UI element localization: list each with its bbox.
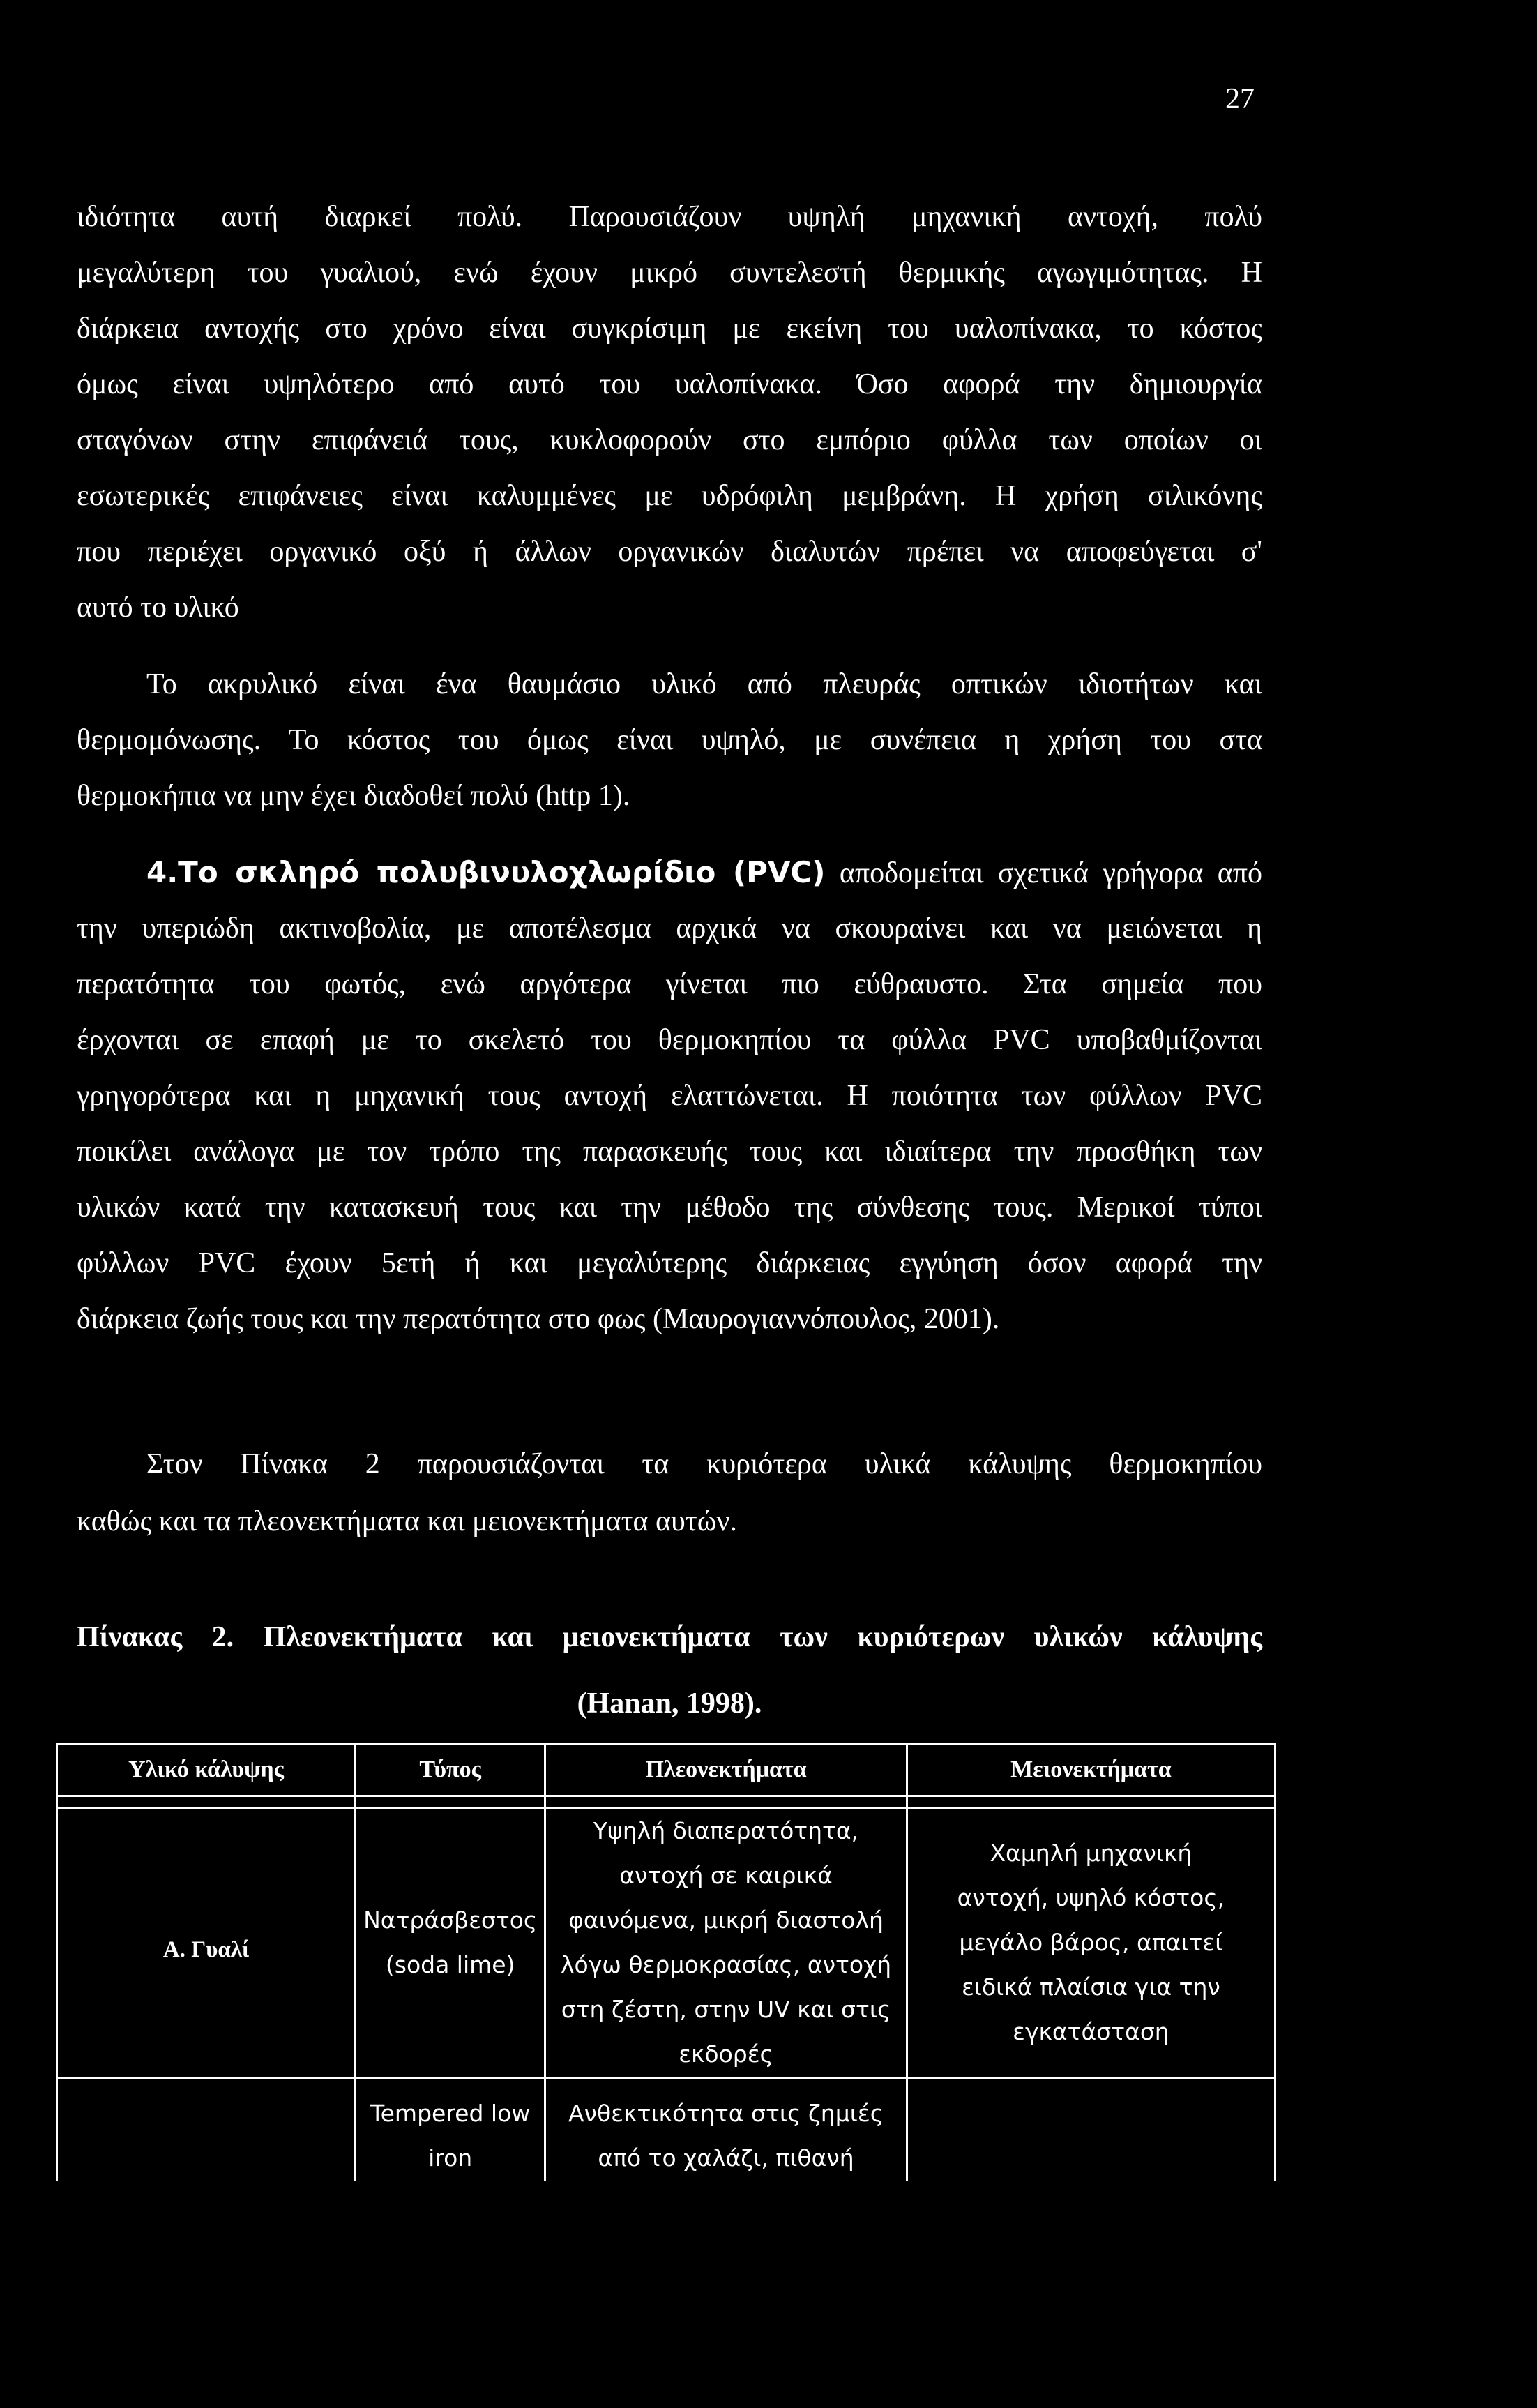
paragraph-3-line: την υπεριώδη ακτινοβολία, με αποτέλεσμα αρχικά να σκουραίνει και να μειώνεται η: [77, 912, 1262, 945]
type-cell: [356, 2078, 545, 2181]
advantages-cell: [545, 2078, 907, 2181]
type-line: iron: [428, 2144, 473, 2172]
advantages-line: στη ζέστη, στην UV και στις: [561, 1996, 891, 2023]
paragraph-4-line: Στον Πίνακα 2 παρουσιάζονται τα κυριότερα υλικά κάλυψης θερμοκηπίου: [146, 1448, 1262, 1480]
paragraph-1-line: που περιέχει οργανικό οξύ ή άλλων οργανικών διαλυτών πρέπει να αποφεύγεται σ': [77, 536, 1262, 568]
paragraph-1-line: διάρκεια αντοχής στο χρόνο είναι συγκρίσιμη με εκείνη του υαλοπίνακα, το κόστος: [77, 313, 1262, 345]
type-line: Tempered low: [370, 2100, 531, 2127]
header-type: Τύπος: [356, 1744, 545, 1796]
table-caption: Πίνακας 2. Πλεονεκτήματα και μειονεκτήματα των κυριότερων υλικών κάλυψης: [77, 1621, 1262, 1653]
disadvantages-line: ειδικά πλαίσια για την: [961, 1973, 1220, 2001]
table-caption-source: (Hanan, 1998).: [577, 1687, 762, 1720]
advantages-line: λόγω θερμοκρασίας, αντοχή: [560, 1951, 892, 1978]
paragraph-2-line: θερμοκήπια να μην έχει διαδοθεί πολύ (http 1).: [77, 780, 630, 812]
paragraph-1-line: μεγαλύτερη του γυαλιού, ενώ έχουν μικρό συντελεστή θερμικής αγωγιμότητας. Η: [77, 257, 1262, 289]
advantages-line: αντοχή σε καιρικά: [619, 1862, 833, 1889]
advantages-line: εκδορές: [679, 2040, 773, 2068]
advantages-line: Ανθεκτικότητα στις ζημιές: [568, 2100, 884, 2127]
disadvantages-line: αντοχή, υψηλό κόστος,: [957, 1884, 1225, 1911]
table-header-row: [57, 1744, 1275, 1796]
type-line: Νατράσβεστος: [363, 1906, 538, 1934]
header-disadvantages: Μειονεκτήματα: [907, 1744, 1275, 1796]
disadvantages-line: μεγάλο βάρος, απαιτεί: [959, 1929, 1223, 1956]
advantages-line: φαινόμενα, μικρή διαστολή: [568, 1906, 884, 1934]
disadvantages-line: Χαμηλή μηχανική: [990, 1839, 1192, 1867]
material-empty: [57, 2078, 356, 2181]
disadvantages-line: εγκατάσταση: [1013, 2018, 1169, 2045]
table-row: [57, 1808, 1275, 2078]
paragraph-3-line: ποικίλει ανάλογα με τον τρόπο της παρασκευής τους και ιδιαίτερα την προσθήκη των: [77, 1136, 1262, 1168]
material-glass: Α. Γυαλί: [57, 1808, 356, 2078]
paragraph-3-line: περατότητα του φωτός, ενώ αργότερα γίνεται πιο εύθραυστο. Στα σημεία που: [77, 968, 1262, 1000]
paragraph-1-line: σταγόνων στην επιφάνειά τους, κυκλοφορούν στο εμπόριο φύλλα των οποίων οι: [77, 424, 1262, 456]
paragraph-2-line: Το ακρυλικό είναι ένα θαυμάσιο υλικό από πλευράς οπτικών ιδιοτήτων και: [146, 668, 1262, 700]
paragraph-3-line: φύλλων PVC έχουν 5ετή ή και μεγαλύτερης διάρκειας εγγύηση όσον αφορά την: [77, 1247, 1262, 1279]
advantages-line: από το χαλάζι, πιθανή: [598, 2144, 854, 2172]
table-row: [57, 2078, 1275, 2181]
paragraph-3-line: έρχονται σε επαφή με το σκελετό του θερμοκηπίου τα φύλλα PVC υποβαθμίζονται: [77, 1024, 1262, 1056]
materials-table: [56, 1743, 1276, 2181]
header-separator: [57, 1796, 1275, 1808]
paragraph-3-line: υλικών κατά την κατασκευή τους και την μέθοδο της σύνθεσης τους. Μερικοί τύποι: [77, 1191, 1262, 1224]
paragraph-3-line: διάρκεια ζωής τους και την περατότητα στο φως (Μαυρογιαννόπουλος, 2001).: [77, 1303, 1000, 1335]
advantages-cell: [545, 1808, 907, 2078]
paragraph-3-first-line-rest: αποδομείται σχετικά γρήγορα από: [825, 857, 1262, 889]
type-line: (soda lime): [385, 1951, 515, 1978]
header-advantages: Πλεονεκτήματα: [545, 1744, 907, 1796]
paragraph-3-first-line: [146, 855, 1262, 889]
pvc-heading: 4.Το σκληρό πολυβινυλοχλωρίδιο (PVC): [146, 855, 826, 889]
paragraph-1-line: εσωτερικές επιφάνειες είναι καλυμμένες με υδρόφιλη μεμβράνη. Η χρήση σιλικόνης: [77, 480, 1262, 512]
paragraph-3-line: γρηγορότερα και η μηχανική τους αντοχή ελαττώνεται. Η ποιότητα των φύλλων PVC: [77, 1080, 1262, 1112]
paragraph-4-line: καθώς και τα πλεονεκτήματα και μειονεκτήματα αυτών.: [77, 1505, 737, 1537]
disadvantages-cell: [907, 1808, 1275, 2078]
paragraph-1-line: ιδιότητα αυτή διαρκεί πολύ. Παρουσιάζουν υψηλή μηχανική αντοχή, πολύ: [77, 201, 1262, 233]
page-number: 27: [1225, 83, 1255, 115]
disadvantages-cell: [907, 2078, 1275, 2181]
paragraph-1-line: αυτό το υλικό: [77, 592, 239, 624]
advantages-line: Υψηλή διαπερατότητα,: [593, 1817, 859, 1844]
paragraph-1-line: όμως είναι υψηλότερο από αυτό του υαλοπίνακα. Όσο αφορά την δημιουργία: [77, 368, 1262, 400]
paragraph-2-line: θερμομόνωσης. Το κόστος του όμως είναι υψηλό, με συνέπεια η χρήση του στα: [77, 724, 1262, 756]
header-material: Υλικό κάλυψης: [57, 1744, 356, 1796]
type-cell: [356, 1808, 545, 2078]
